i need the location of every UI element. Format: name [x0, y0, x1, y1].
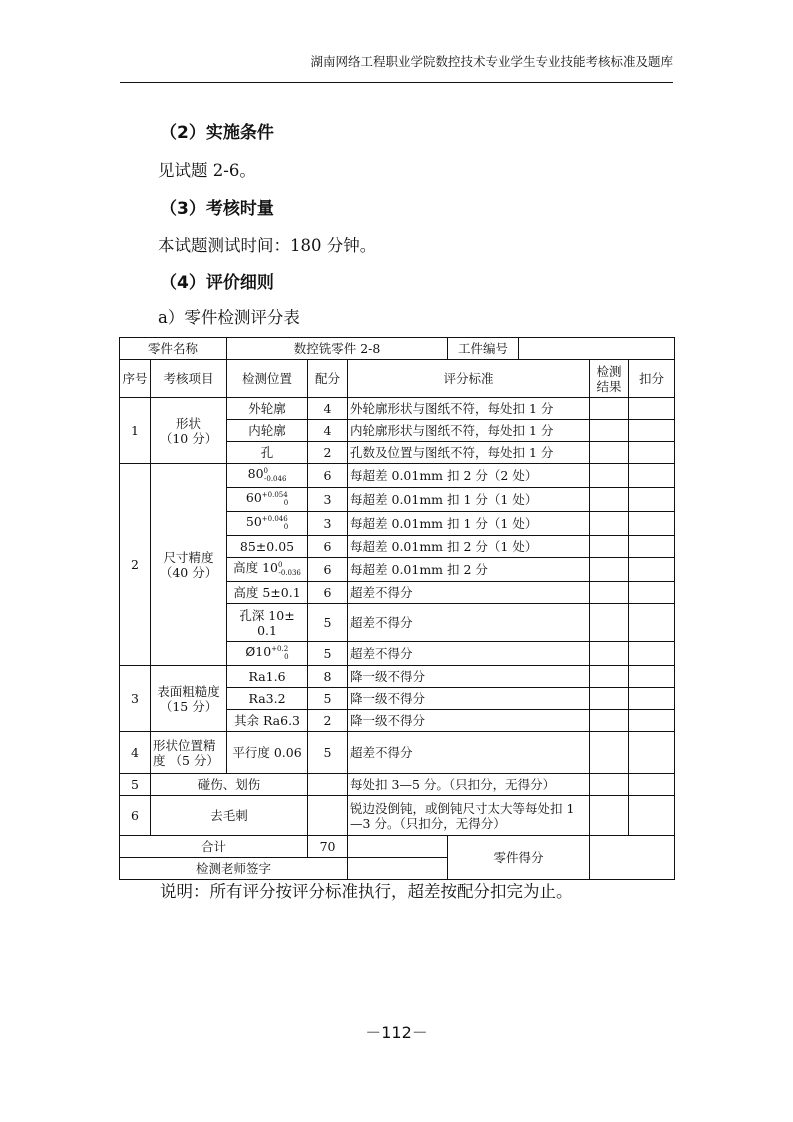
- standard-cell: 超差不得分: [348, 604, 590, 642]
- position-cell: 孔: [227, 442, 308, 464]
- score-cell: 5: [308, 604, 348, 642]
- deduct-cell: [629, 488, 675, 512]
- deduct-cell: [629, 642, 675, 666]
- position-cell: 内轮廓: [227, 420, 308, 442]
- page-number: －112－: [365, 1023, 428, 1042]
- deduct-cell: [629, 604, 675, 642]
- part-name-value: 数控铣零件 2-8: [227, 338, 448, 360]
- item-cell: 形状 （10 分）: [151, 398, 227, 464]
- position-cell: $60^{+0.054}_0$: [227, 488, 308, 512]
- position-cell: 外轮廓: [227, 398, 308, 420]
- table-header-row: [120, 360, 675, 398]
- standard-cell: 每超差 0.01mm 扣 1 分（1 处）: [348, 488, 590, 512]
- score-cell: 4: [308, 398, 348, 420]
- deduct-cell: [629, 732, 675, 774]
- deduct-cell: [629, 666, 675, 688]
- header-position: 检测位置: [227, 360, 308, 398]
- explanation-note: 说明：所有评分按评分标准执行，超差按配分扣完为止。: [160, 882, 573, 901]
- work-no-label: 工件编号: [448, 338, 519, 360]
- running-header: 湖南网络工程职业学院数控技术专业学生专业技能考核标准及题库: [310, 54, 673, 69]
- position-cell: 高度 $10^0_{-0.036}$: [227, 558, 308, 582]
- result-cell: [590, 666, 629, 688]
- result-cell: [590, 732, 629, 774]
- result-cell: [590, 464, 629, 488]
- position-cell: 孔深 10± 0.1: [227, 604, 308, 642]
- standard-cell: 内轮廓形状与图纸不符，每处扣 1 分: [348, 420, 590, 442]
- standard-cell: 降一级不得分: [348, 710, 590, 732]
- header-seq: 序号: [120, 360, 151, 398]
- deduct-cell: [629, 442, 675, 464]
- standard-cell: 超差不得分: [348, 732, 590, 774]
- result-cell: [590, 796, 629, 836]
- score-cell: [308, 796, 348, 836]
- seq-cell: 3: [120, 666, 151, 732]
- result-cell: [590, 420, 629, 442]
- diameter-symbol: Ø: [245, 644, 256, 659]
- score-cell: 2: [308, 442, 348, 464]
- time-text: 本试题测试时间：180 分钟。: [158, 236, 377, 255]
- standard-cell: 降一级不得分: [348, 688, 590, 710]
- score-cell: 6: [308, 558, 348, 582]
- result-cell: [590, 688, 629, 710]
- item-cell: 形状位置精 度 （5 分）: [151, 732, 227, 774]
- table-row: [120, 464, 675, 488]
- standard-cell: 每超差 0.01mm 扣 2 分（2 处）: [348, 464, 590, 488]
- score-cell: 6: [308, 536, 348, 558]
- inspector-label: 检测老师签字: [120, 858, 348, 880]
- score-cell: 5: [308, 688, 348, 710]
- seq-cell: 6: [120, 796, 151, 836]
- standard-cell: 每超差 0.01mm 扣 2 分: [348, 558, 590, 582]
- table-row: [120, 398, 675, 420]
- position-cell: Ra3.2: [227, 688, 308, 710]
- deduct-cell: [629, 558, 675, 582]
- result-cell: [590, 774, 629, 796]
- score-cell: 4: [308, 420, 348, 442]
- section-heading-criteria: （4）评价细则: [160, 273, 274, 293]
- deduct-cell: [629, 688, 675, 710]
- table-row: [120, 732, 675, 774]
- deduct-cell: [629, 796, 675, 836]
- item-cell: 尺寸精度 （40 分）: [151, 464, 227, 666]
- item-cell: 表面粗糙度 （15 分）: [151, 666, 227, 732]
- total-score: 70: [308, 836, 348, 858]
- result-cell: [590, 582, 629, 604]
- result-cell: [590, 558, 629, 582]
- standard-cell: 超差不得分: [348, 642, 590, 666]
- seq-cell: 4: [120, 732, 151, 774]
- score-cell: 5: [308, 732, 348, 774]
- score-cell: 3: [308, 512, 348, 536]
- header-result-line2: 结果: [596, 378, 622, 394]
- result-cell: [590, 710, 629, 732]
- table-row: [120, 666, 675, 688]
- score-cell: [308, 774, 348, 796]
- position-cell: 平行度 0.06: [227, 732, 308, 774]
- position-cell: $Ø10^{+0.2}_0$: [227, 642, 308, 666]
- position-cell: 其余 Ra6.3: [227, 710, 308, 732]
- deduct-cell: [629, 536, 675, 558]
- standard-cell: 超差不得分: [348, 582, 590, 604]
- item-cell: 碰伤、划伤: [151, 774, 308, 796]
- score-cell: 5: [308, 642, 348, 666]
- seq-cell: 2: [120, 464, 151, 666]
- standard-cell: 锐边没倒钝，或倒钝尺寸太大等每处扣 1 —3 分。（只扣分，无得分）: [348, 796, 590, 836]
- header-result-line1: 检测: [596, 363, 622, 379]
- header-item: 考核项目: [151, 360, 227, 398]
- result-cell: [590, 512, 629, 536]
- score-cell: 2: [308, 710, 348, 732]
- total-blank: [348, 836, 448, 858]
- deduct-cell: [629, 512, 675, 536]
- total-label: 合计: [120, 836, 308, 858]
- deduct-cell: [629, 420, 675, 442]
- header-deduct: 扣分: [629, 360, 675, 398]
- section-heading-conditions: （2）实施条件: [160, 123, 274, 143]
- standard-cell: 降一级不得分: [348, 666, 590, 688]
- part-score-value: [590, 836, 675, 880]
- position-cell: $80^0_{-0.046}$: [227, 464, 308, 488]
- deduct-cell: [629, 710, 675, 732]
- standard-cell: 每处扣 3—5 分。（只扣分，无得分）: [348, 774, 590, 796]
- result-cell: [590, 398, 629, 420]
- position-cell: 高度 5±0.1: [227, 582, 308, 604]
- scoring-table: [119, 337, 675, 880]
- result-cell: [590, 642, 629, 666]
- result-cell: [590, 536, 629, 558]
- conditions-text: 见试题 2-6。: [158, 161, 256, 180]
- seq-cell: 1: [120, 398, 151, 464]
- result-cell: [590, 604, 629, 642]
- inspector-signature: [348, 858, 448, 880]
- table-row: [120, 836, 675, 858]
- header-standard: 评分标准: [348, 360, 590, 398]
- table-row: [120, 338, 675, 360]
- standard-cell: 每超差 0.01mm 扣 1 分（1 处）: [348, 512, 590, 536]
- table-row: [120, 774, 675, 796]
- standard-cell: 孔数及位置与图纸不符，每处扣 1 分: [348, 442, 590, 464]
- header-rule: [120, 82, 673, 83]
- standard-cell: 每超差 0.01mm 扣 2 分（1 处）: [348, 536, 590, 558]
- score-cell: 6: [308, 464, 348, 488]
- deduct-cell: [629, 464, 675, 488]
- section-heading-time: （3）考核时量: [160, 199, 274, 219]
- result-cell: [590, 488, 629, 512]
- header-score: 配分: [308, 360, 348, 398]
- table-row: [120, 796, 675, 836]
- standard-cell: 外轮廓形状与图纸不符，每处扣 1 分: [348, 398, 590, 420]
- score-cell: 6: [308, 582, 348, 604]
- score-cell: 3: [308, 488, 348, 512]
- deduct-cell: [629, 774, 675, 796]
- item-cell: 去毛刺: [151, 796, 308, 836]
- position-cell: Ra1.6: [227, 666, 308, 688]
- deduct-cell: [629, 398, 675, 420]
- part-score-label: 零件得分: [448, 836, 590, 880]
- result-cell: [590, 442, 629, 464]
- header-result: [590, 360, 629, 398]
- work-no-value: [519, 338, 675, 360]
- seq-cell: 5: [120, 774, 151, 796]
- position-cell: $50^{+0.046}_0$: [227, 512, 308, 536]
- position-cell: 85±0.05: [227, 536, 308, 558]
- table-title: a）零件检测评分表: [158, 308, 300, 327]
- part-name-label: 零件名称: [120, 338, 227, 360]
- score-cell: 8: [308, 666, 348, 688]
- deduct-cell: [629, 582, 675, 604]
